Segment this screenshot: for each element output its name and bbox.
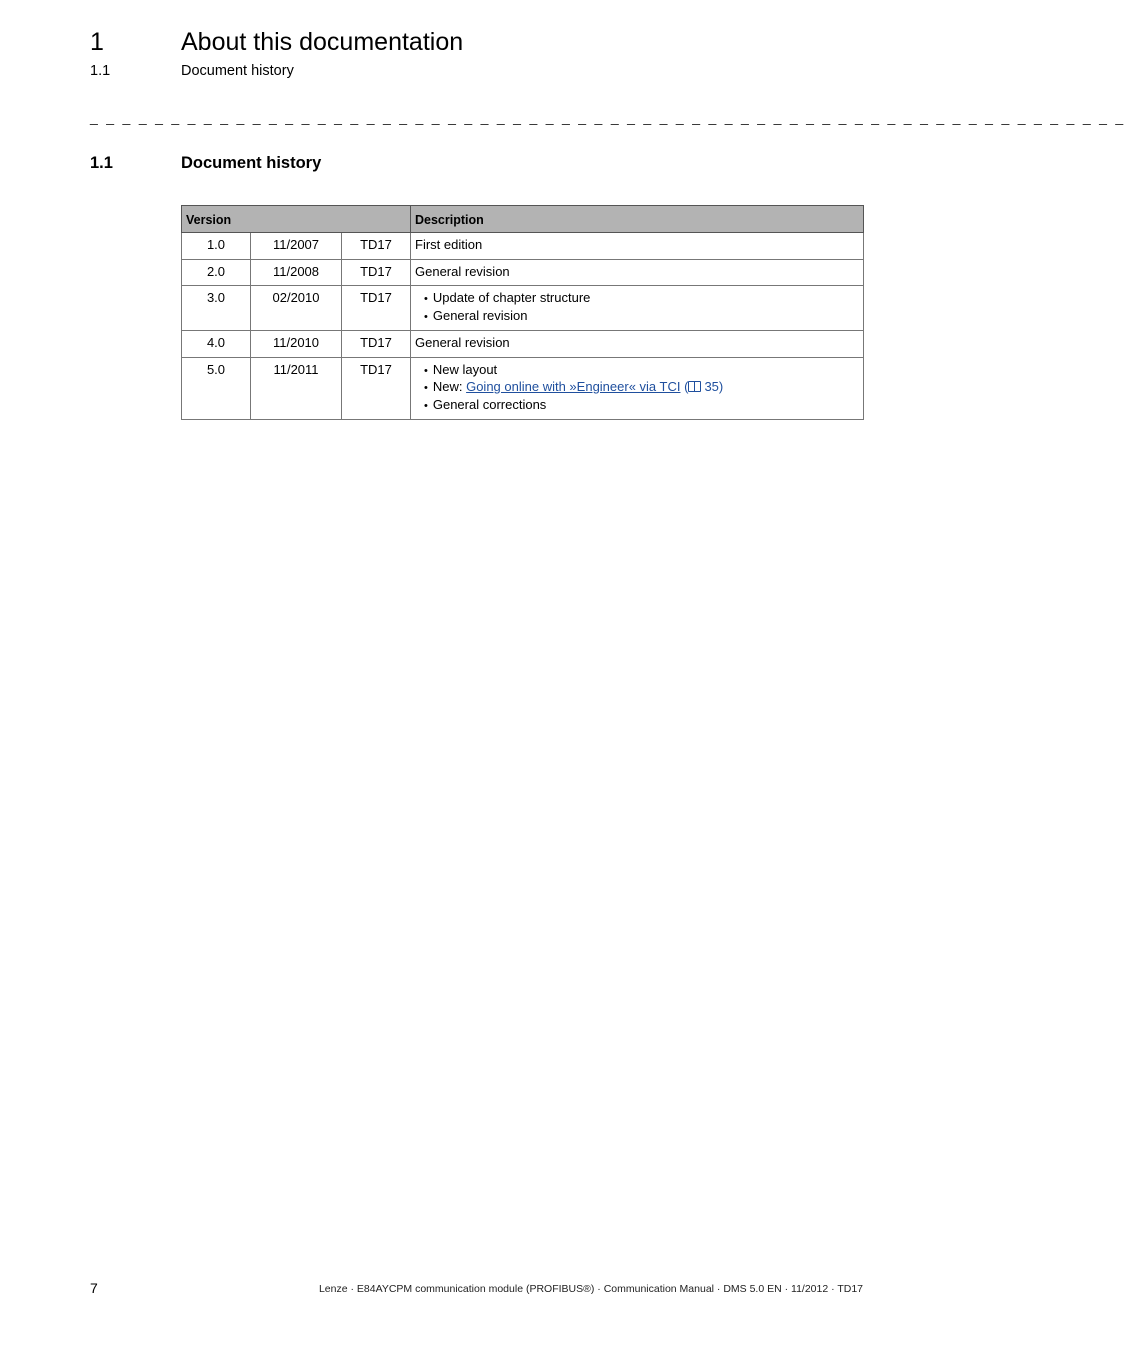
description-cell: General revision bbox=[411, 259, 864, 286]
version-header: Version bbox=[182, 206, 411, 233]
code-cell: TD17 bbox=[342, 331, 411, 358]
list-item: • Update of chapter structure bbox=[424, 290, 859, 308]
description-cell: General revision bbox=[411, 331, 864, 358]
page-reference[interactable]: ( 35) bbox=[684, 379, 724, 394]
document-history-table bbox=[181, 205, 864, 420]
version-cell: 4.0 bbox=[182, 331, 251, 358]
list-item: • General corrections bbox=[424, 397, 859, 415]
breadcrumb-section-title: Document history bbox=[181, 63, 294, 79]
section-number: 1.1 bbox=[90, 154, 113, 172]
description-bullet-list bbox=[415, 290, 859, 325]
table-row bbox=[182, 286, 864, 331]
description-cell bbox=[411, 286, 864, 331]
table-row bbox=[182, 357, 864, 420]
footer-text: Lenze · E84AYCPM communication module (PROFIBUS®) · Communication Manual · DMS 5.0 EN · 11/2012 · TD17 bbox=[318, 1283, 863, 1295]
code-cell: TD17 bbox=[342, 233, 411, 260]
version-cell: 5.0 bbox=[182, 357, 251, 420]
going-online-engineer-link[interactable]: Going online with »Engineer« via TCI bbox=[466, 379, 681, 394]
table-row bbox=[182, 331, 864, 358]
list-item: • New: Going online with »Engineer« via TCI ( 35) bbox=[424, 379, 859, 397]
version-cell: 1.0 bbox=[182, 233, 251, 260]
date-cell: 02/2010 bbox=[251, 286, 342, 331]
code-cell: TD17 bbox=[342, 259, 411, 286]
date-cell: 11/2008 bbox=[251, 259, 342, 286]
version-cell: 3.0 bbox=[182, 286, 251, 331]
table-row bbox=[182, 259, 864, 286]
page-number: 7 bbox=[90, 1280, 98, 1296]
section-title: Document history bbox=[181, 154, 322, 172]
list-item: • New layout bbox=[424, 362, 859, 380]
version-cell: 2.0 bbox=[182, 259, 251, 286]
breadcrumb-section-number: 1.1 bbox=[90, 63, 111, 79]
table-row bbox=[182, 233, 864, 260]
book-icon bbox=[688, 381, 701, 392]
code-cell: TD17 bbox=[342, 357, 411, 420]
dashed-divider: _ _ _ _ _ _ _ _ _ _ _ _ _ _ _ _ _ _ _ _ _ _ _ _ _ _ _ _ _ _ _ _ _ _ _ _ _ _ _ _ _ _ _ _ _ _ _ _ _ _ _ _ _ _ _ _ _ _ _ _ _ _ _ _ bbox=[90, 109, 1125, 125]
date-cell: 11/2007 bbox=[251, 233, 342, 260]
description-bullet-list bbox=[415, 362, 859, 415]
description-cell bbox=[411, 357, 864, 420]
date-cell: 11/2011 bbox=[251, 357, 342, 420]
chapter-title: About this documentation bbox=[181, 28, 464, 56]
date-cell: 11/2010 bbox=[251, 331, 342, 358]
list-item: • General revision bbox=[424, 308, 859, 326]
description-header: Description bbox=[411, 206, 864, 233]
chapter-number: 1 bbox=[90, 28, 104, 56]
description-cell: First edition bbox=[411, 233, 864, 260]
table-header-row bbox=[182, 206, 864, 233]
code-cell: TD17 bbox=[342, 286, 411, 331]
